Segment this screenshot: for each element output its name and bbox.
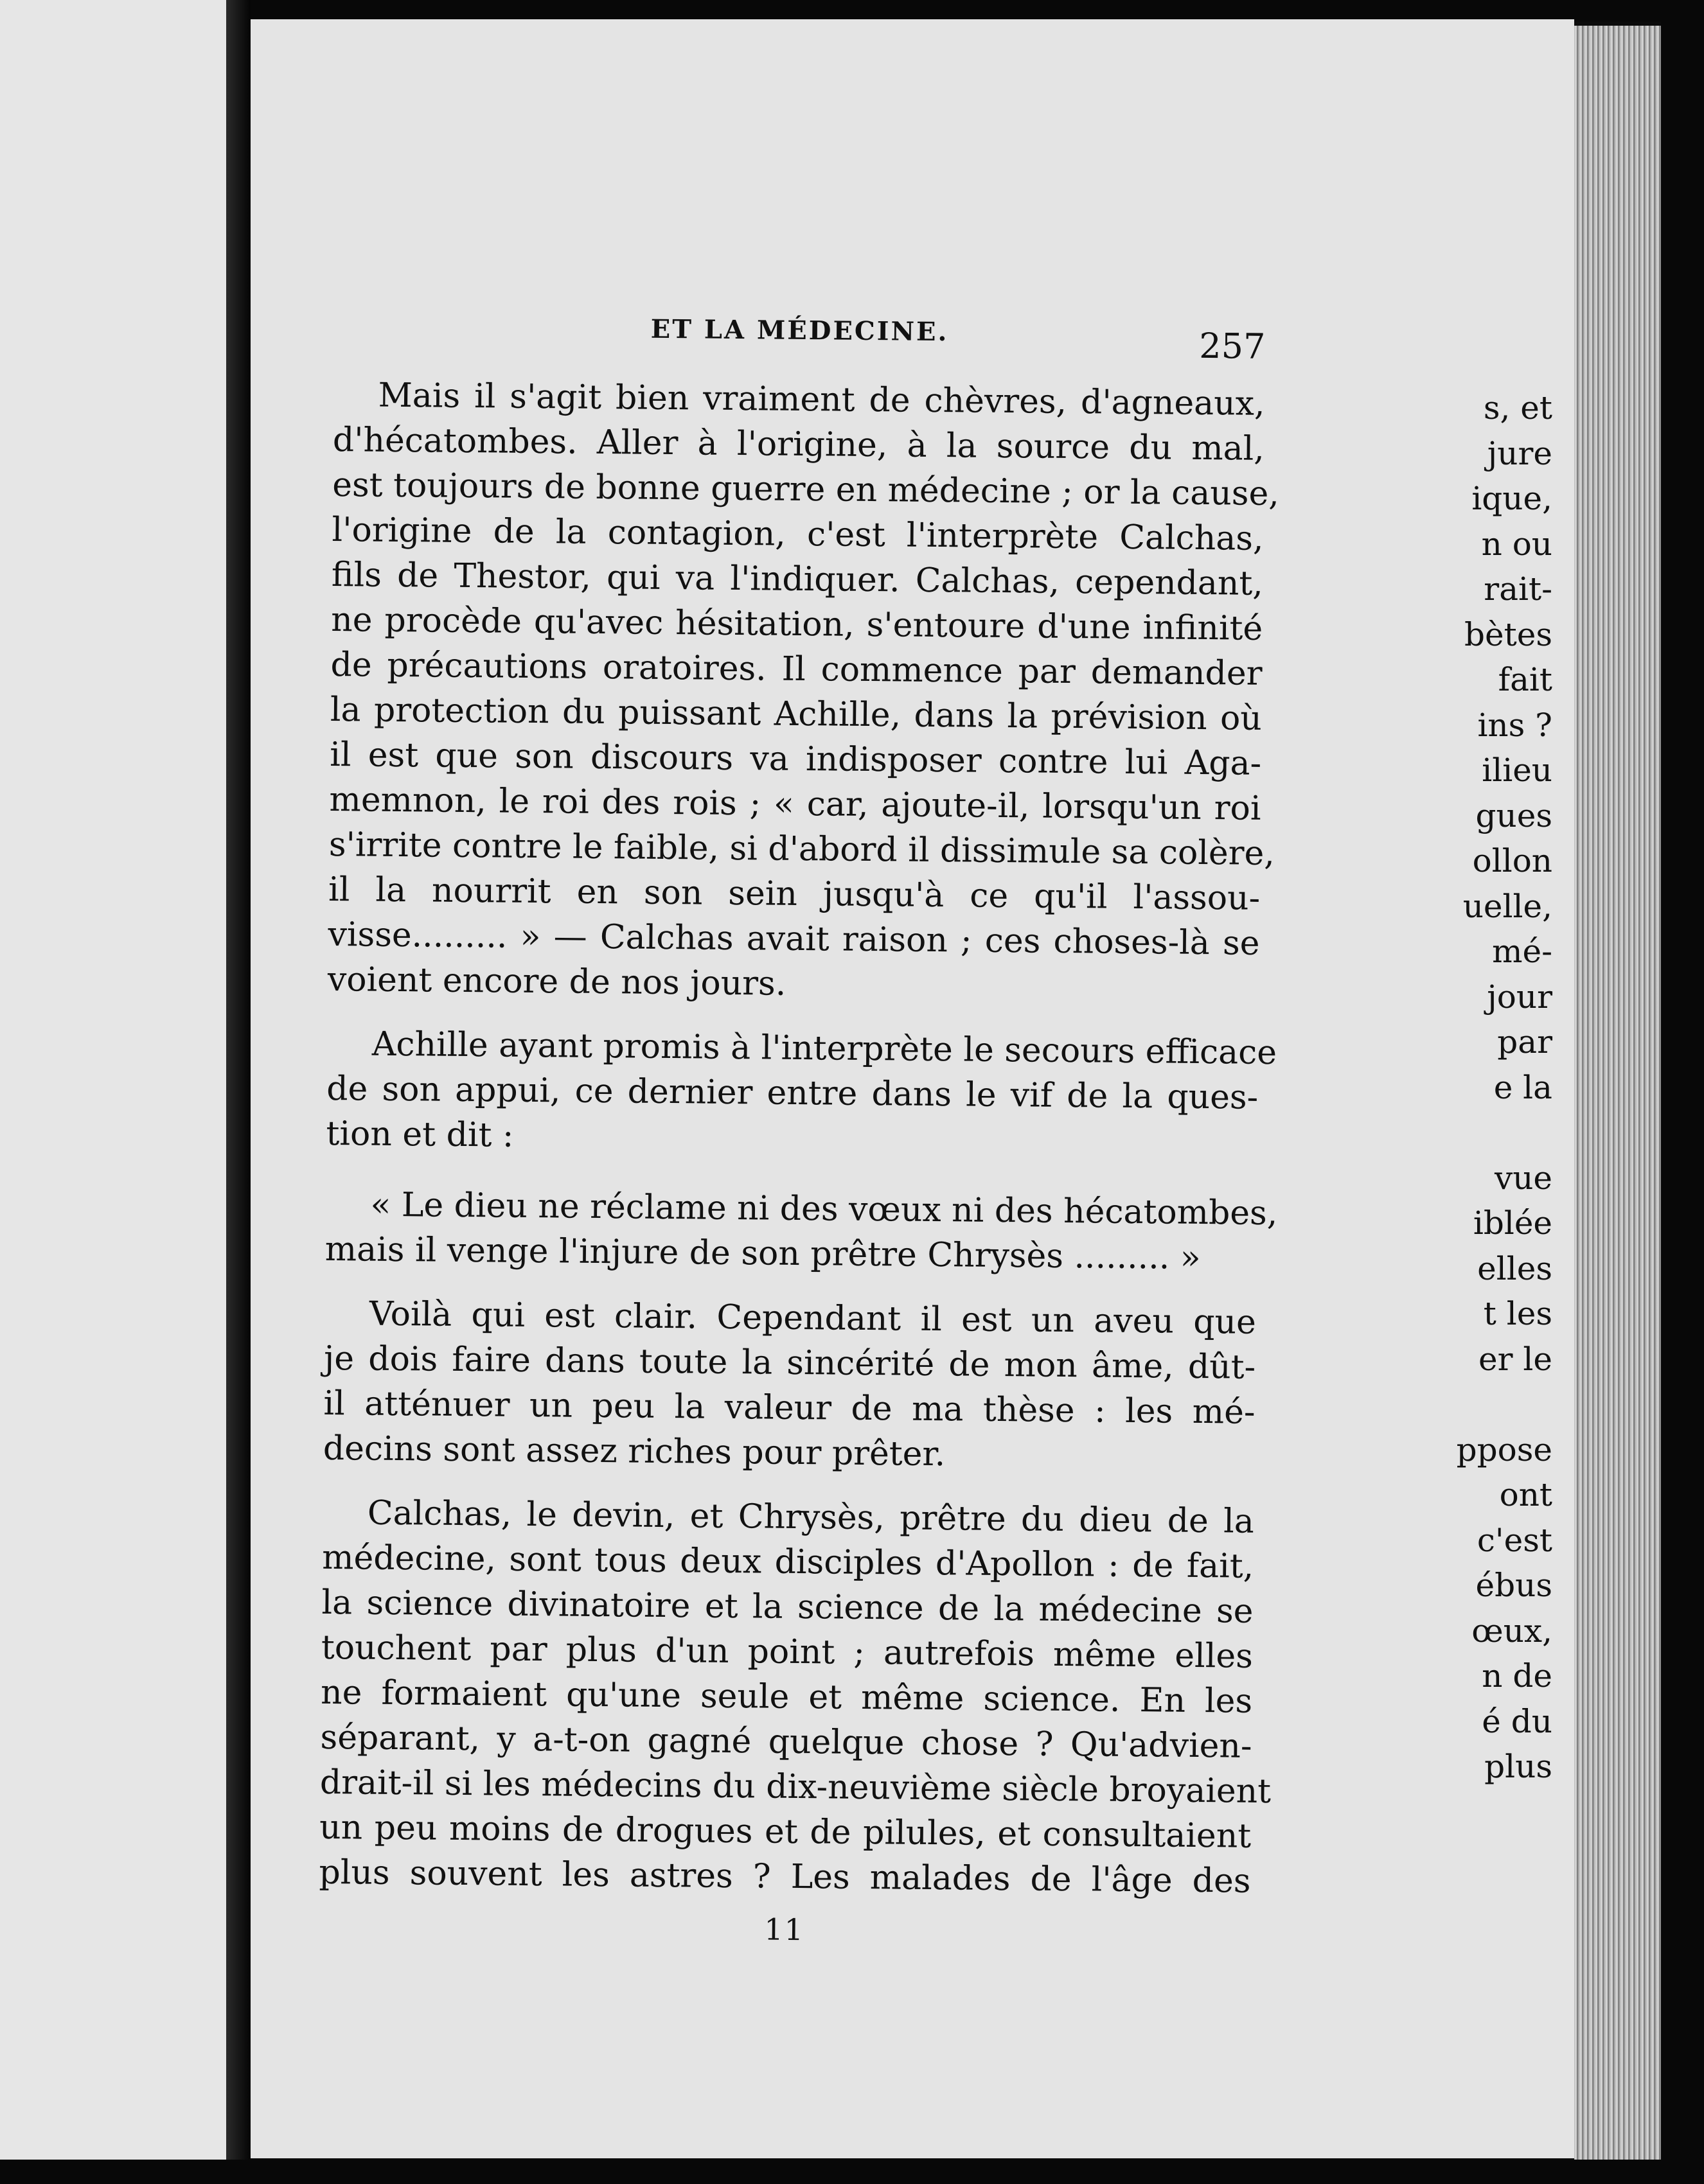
paragraph-3 [323,1291,1257,1480]
text-line: d'hécatombes. Aller à l'origine, à la source du mal, [332,420,1265,468]
previous-page-line: n de [1482,1657,1552,1695]
previous-page-line: plus [1484,1748,1552,1785]
text-line: drait-il si les médecins du dix-neuvième siècle broyaient [319,1763,1272,1811]
book-gutter [226,0,251,2184]
text-line: fils de Thestor, qui va l'indiquer. Calchas, cependant, [331,555,1264,603]
previous-page-line: jure [1487,434,1552,472]
previous-page-line: é du [1482,1702,1552,1740]
text-line: il est que son discours va indisposer contre lui Aga- [329,735,1262,783]
text-line: Voilà qui est clair. Cependant il est un aveu que [369,1294,1257,1342]
previous-page-line: vue [1494,1159,1552,1197]
previous-page-line: er le [1478,1340,1552,1378]
text-line: je dois faire dans toute la sincérité de mon âme, dût- [323,1339,1256,1387]
paragraph-1 [327,373,1280,1011]
previous-page-line: c'est [1477,1521,1552,1559]
scan-border-bottom [0,2160,1704,2184]
text-line: voient encore de nos jours. [327,960,786,1003]
text-line: tion et dit : [326,1114,514,1155]
paragraph-4 [319,1490,1272,1904]
text-line: médecine, sont tous deux disciples d'Apollon : de fait, [321,1538,1254,1586]
previous-page-line: ollon [1472,842,1552,879]
previous-page-line: jour [1487,978,1552,1016]
signature-mark: 11 [764,1912,805,1948]
text-line: mais il venge l'injure de son prêtre Chrysès ......... » [324,1229,1201,1278]
previous-page-line: ont [1499,1476,1552,1513]
text-line: memnon, le roi des rois ; « car, ajoute-il, lorsqu'un roi [329,780,1261,828]
text-line: touchent par plus d'un point ; autrefois même elles [321,1628,1254,1676]
previous-page [0,0,226,2184]
text-line: decins sont assez riches pour prêter. [323,1429,946,1474]
text-line: Achille ayant promis à l'interprète le secours efficace [371,1025,1277,1073]
text-line: est toujours de bonne guerre en médecine ; or la cause, [332,465,1280,514]
scan-border-right [1661,0,1704,2184]
previous-page-line: fait [1498,661,1552,698]
text-line: l'origine de la contagion, c'est l'interprète Calchas, [332,510,1264,558]
text-line: il la nourrit en son sein jusqu'à ce qu'il l'assou- [328,870,1261,918]
text-line: de son appui, ce dernier entre dans le vif de la ques- [326,1069,1259,1117]
text-line: un peu moins de drogues et de pilules, et consultaient [319,1808,1252,1856]
previous-page-line: ilieu [1482,752,1552,789]
previous-page-line: gues [1475,797,1552,834]
previous-page-line: ique, [1471,480,1552,517]
previous-page-line: elles [1477,1249,1552,1287]
previous-page-line: n ou [1481,525,1552,563]
paragraph-2 [326,1021,1277,1165]
previous-page-line: e la [1493,1068,1552,1106]
previous-page-line: ébus [1475,1567,1552,1604]
scan-border-top [251,0,1704,22]
previous-page-line: œux, [1471,1612,1552,1650]
text-line: il atténuer un peu la valeur de ma thèse : les mé- [323,1384,1256,1432]
previous-page-line: par [1497,1023,1552,1061]
text-line: plus souvent les astres ? Les malades de l'âge des [319,1853,1251,1901]
previous-page-line: s, et [1483,389,1552,427]
text-line: visse......... » — Calchas avait raison ; ces choses-là se [328,915,1260,963]
text-line: s'irrite contre le faible, si d'abord il dissimule sa colère, [328,825,1275,874]
text-line: ne formaient qu'une seule et même science. En les [320,1673,1253,1721]
text-line: Calchas, le devin, et Chrysès, prêtre du dieu de la [367,1493,1255,1541]
page-edges [1574,26,1661,2165]
previous-page-line: ins ? [1477,706,1552,744]
text-line: la science divinatoire et la science de la médecine se [321,1583,1254,1631]
previous-page-line: rait- [1484,570,1552,608]
running-head: ET LA MÉDECINE. [650,313,949,348]
text-line: « Le dieu ne réclame ni des vœux ni des hécatombes, [370,1185,1278,1233]
text-line: séparant, y a-t-on gagné quelque chose ? Qu'advien- [320,1718,1252,1766]
previous-page-line: t les [1483,1295,1552,1332]
previous-page-line: iblée [1473,1204,1552,1242]
page-text-block [318,302,1280,1981]
text-line: de précautions oratoires. Il commence par demander [330,645,1263,693]
text-line: Mais il s'agit bien vraiment de chèvres, d'agneaux, [378,376,1265,423]
previous-page-line: mé- [1492,933,1552,970]
text-line: ne procède qu'avec hésitation, s'entoure d'une infinité [330,600,1263,648]
page-number: 257 [1199,325,1266,367]
quotation [324,1182,1278,1281]
previous-page-line: uelle, [1462,887,1552,925]
previous-page-line: ppose [1456,1431,1552,1468]
text-line: la protection du puissant Achille, dans la prévision où [330,690,1263,738]
previous-page-line: bètes [1464,615,1552,653]
